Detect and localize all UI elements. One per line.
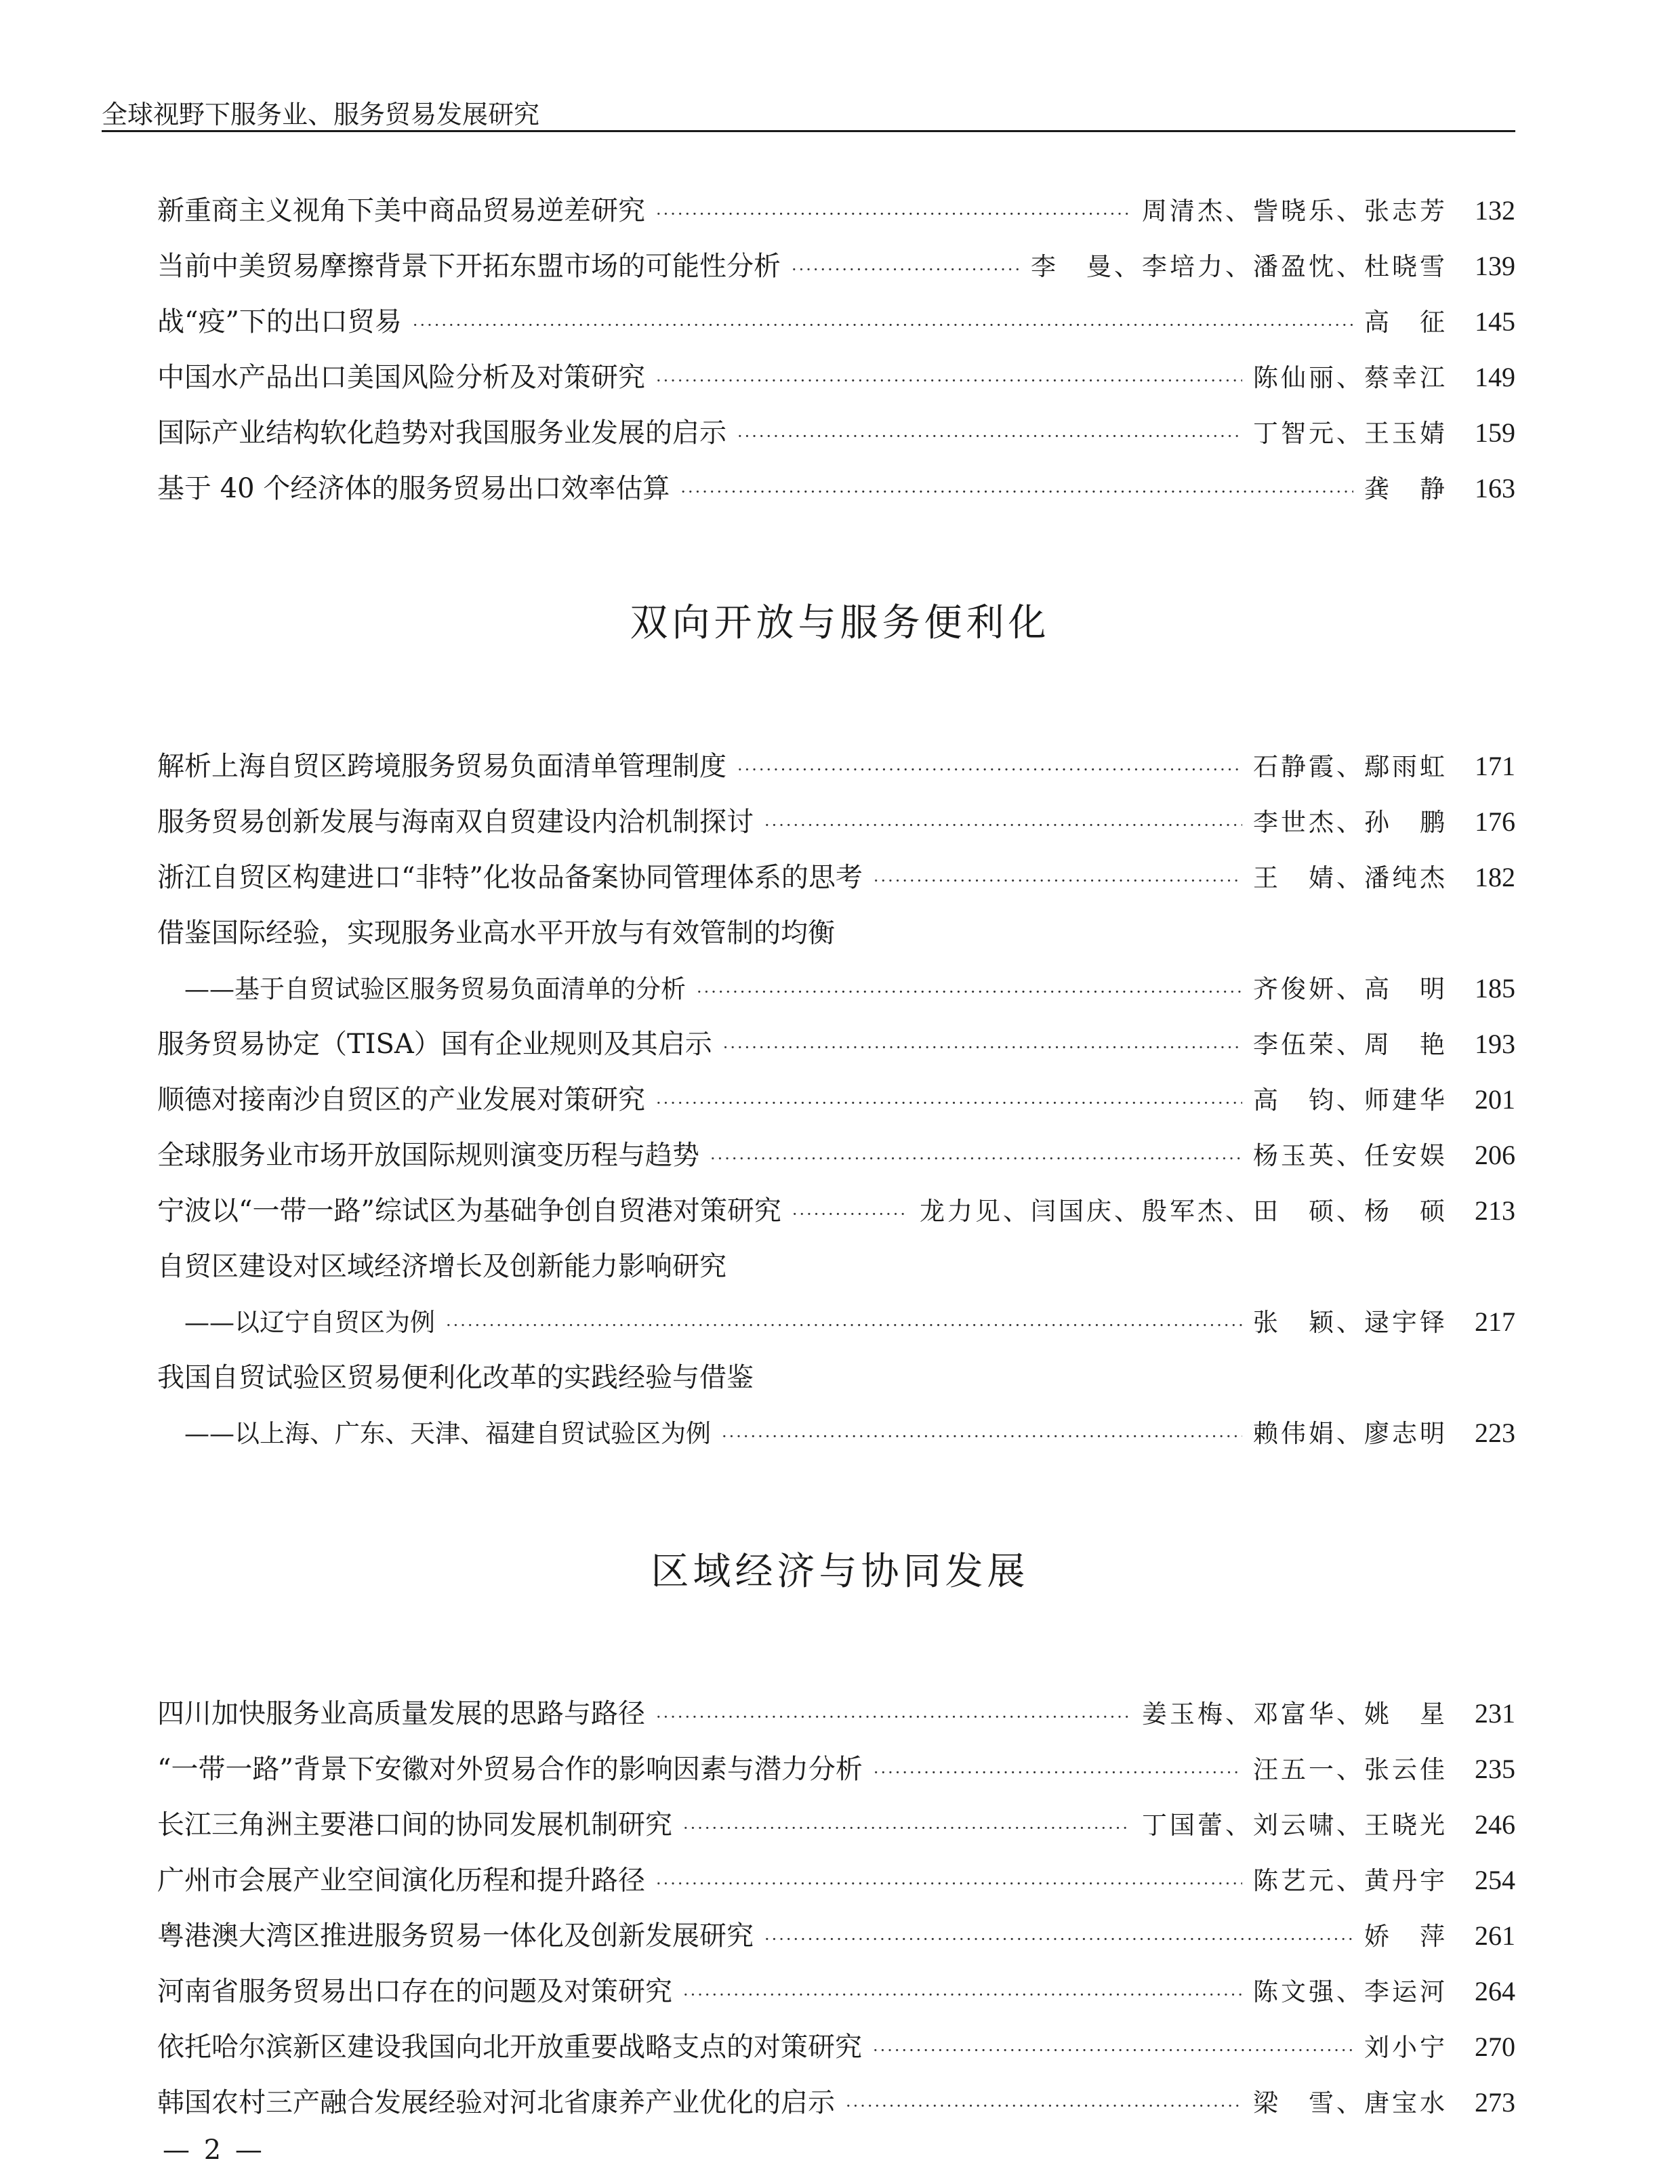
toc-entry-author: 张 颖、逯宇铎 xyxy=(1253,1308,1448,1337)
toc-entry-page: 270 xyxy=(1475,2032,1515,2062)
toc-entry-title: 顺德对接南沙自贸区的产业发展对策研究 xyxy=(157,1084,645,1115)
toc-entry-page: 149 xyxy=(1475,362,1515,392)
toc-entry-title: ——以辽宁自贸区为例 xyxy=(184,1308,435,1337)
toc-entry-page: 201 xyxy=(1475,1084,1515,1115)
toc-entry-page: 159 xyxy=(1475,417,1515,448)
toc-entry-page: 235 xyxy=(1475,1754,1515,1784)
toc-entry-page: 223 xyxy=(1475,1418,1515,1448)
toc-entry-page: 217 xyxy=(1475,1306,1515,1337)
toc-entry xyxy=(157,1908,1515,1964)
toc-entry-page: 273 xyxy=(1475,2087,1515,2118)
toc-entry-page: 261 xyxy=(1475,1920,1515,1951)
toc-subtitle-row xyxy=(157,1294,1515,1350)
toc-entry xyxy=(157,405,1515,461)
toc-entry xyxy=(157,2019,1515,2075)
toc-dot-leader xyxy=(710,1131,1242,1187)
toc-entry-title: 服务贸易协定（TISA）国有企业规则及其启示 xyxy=(157,1029,712,1060)
toc-dot-leader xyxy=(656,1075,1242,1131)
toc-dot-leader xyxy=(792,242,1020,297)
toc-entry-page: 182 xyxy=(1475,862,1515,892)
toc-entry-title: 河南省服务贸易出口存在的问题及对策研究 xyxy=(157,1976,672,2007)
toc-entry-title: 借鉴国际经验，实现服务业高水平开放与有效管制的均衡 xyxy=(157,918,835,949)
toc-entry-author: 陈仙丽、蔡幸江 xyxy=(1253,363,1448,392)
toc-dot-leader xyxy=(764,1912,1353,1967)
toc-entry xyxy=(157,1686,1515,1742)
toc-entry-author: 刘小宁 xyxy=(1364,2033,1448,2062)
toc-entry-title: 全球服务业市场开放国际规则演变历程与趋势 xyxy=(157,1140,699,1171)
toc-entry-author: 石静霞、鄢雨虹 xyxy=(1253,752,1448,781)
toc-entry-author: 李世杰、孙 鹏 xyxy=(1253,808,1448,837)
toc-dot-leader xyxy=(846,2078,1242,2134)
toc-entry-page: 231 xyxy=(1475,1698,1515,1729)
toc-entry-author: 丁智元、王玉婧 xyxy=(1253,419,1448,448)
toc-dot-leader xyxy=(737,409,1242,464)
toc-entry xyxy=(157,461,1515,516)
toc-dot-leader xyxy=(656,1856,1242,1912)
toc-entry-title: 解析上海自贸区跨境服务贸易负面清单管理制度 xyxy=(157,751,726,782)
toc-entry-page: 246 xyxy=(1475,1809,1515,1840)
toc-dot-leader xyxy=(722,1409,1242,1464)
toc-entry xyxy=(157,1016,1515,1072)
toc-entry-author: 梁 雪、唐宝水 xyxy=(1253,2088,1448,2118)
toc-dot-leader xyxy=(874,1745,1242,1800)
toc-entry xyxy=(157,239,1515,294)
toc-entry-title: 服务贸易创新发展与海南双自贸建设内洽机制探讨 xyxy=(157,806,754,838)
toc-dot-leader xyxy=(413,297,1353,353)
toc-entry-author: 娇 萍 xyxy=(1364,1922,1448,1951)
toc-entry-author: 李 曼、李培力、潘盈忱、杜晓雪 xyxy=(1031,252,1448,281)
toc-entry-author: 杨玉英、任安娱 xyxy=(1253,1141,1448,1170)
toc-subtitle-row xyxy=(157,961,1515,1016)
toc-entry-author: 齐俊妍、高 明 xyxy=(1253,974,1448,1004)
toc-entry-page: 176 xyxy=(1475,806,1515,837)
toc-dot-leader xyxy=(683,1967,1242,2023)
toc-dot-leader xyxy=(683,1800,1131,1856)
toc-entry-page: 139 xyxy=(1475,251,1515,281)
toc-entry xyxy=(157,1853,1515,1908)
toc-entry xyxy=(157,1964,1515,2019)
toc-list-section-1 xyxy=(157,739,1515,1461)
toc-entry xyxy=(157,1350,1515,1405)
toc-entry-author: 高 钧、师建华 xyxy=(1253,1086,1448,1115)
toc-entry-page: 163 xyxy=(1475,473,1515,503)
toc-dot-leader xyxy=(874,853,1242,909)
toc-dot-leader xyxy=(656,186,1131,242)
toc-dot-leader xyxy=(873,2023,1353,2078)
toc-entry-author: 汪五一、张云佳 xyxy=(1253,1755,1448,1784)
toc-entry xyxy=(157,1183,1515,1239)
toc-entry xyxy=(157,739,1515,794)
toc-entry-title: ——以上海、广东、天津、福建自贸试验区为例 xyxy=(184,1419,711,1448)
toc-entry xyxy=(157,850,1515,905)
toc-entry-title: 长江三角洲主要港口间的协同发展机制研究 xyxy=(157,1809,672,1840)
toc-entry-page: 206 xyxy=(1475,1140,1515,1170)
toc-entry-title: 宁波以“一带一路”综试区为基础争创自贸港对策研究 xyxy=(157,1195,781,1227)
toc-entry xyxy=(157,294,1515,350)
running-head: 全球视野下服务业、服务贸易发展研究 xyxy=(102,100,540,129)
toc-entry xyxy=(157,794,1515,850)
toc-entry-title: 中国水产品出口美国风险分析及对策研究 xyxy=(157,362,645,393)
toc-entry-author: 陈文强、李运河 xyxy=(1253,1977,1448,2006)
toc-dot-leader xyxy=(680,464,1353,520)
toc-entry-author: 陈艺元、黄丹宇 xyxy=(1253,1866,1448,1895)
toc-entry-author: 姜玉梅、邓富华、姚 星 xyxy=(1142,1699,1448,1729)
toc-entry-author: 王 婧、潘纯杰 xyxy=(1253,863,1448,892)
toc-entry-title: 自贸区建设对区域经济增长及创新能力影响研究 xyxy=(157,1251,726,1282)
toc-entry xyxy=(157,2075,1515,2130)
toc-entry-title: 广州市会展产业空间演化历程和提升路径 xyxy=(157,1865,645,1896)
toc-dot-leader xyxy=(656,1689,1131,1745)
toc-entry-title: 依托哈尔滨新区建设我国向北开放重要战略支点的对策研究 xyxy=(157,2032,862,2063)
toc-entry-title: 当前中美贸易摩擦背景下开拓东盟市场的可能性分析 xyxy=(157,251,781,282)
toc-entry-title: ——基于自贸试验区服务贸易负面清单的分析 xyxy=(184,974,686,1004)
toc-entry-author: 龚 静 xyxy=(1364,474,1448,503)
toc-dot-leader xyxy=(723,1020,1242,1075)
toc-entry-page: 213 xyxy=(1475,1195,1515,1226)
toc-entry-title: “一带一路”背景下安徽对外贸易合作的影响因素与潜力分析 xyxy=(157,1754,863,1785)
toc-dot-leader xyxy=(792,1187,909,1242)
toc-entry-author: 龙力见、闫国庆、殷军杰、田 硕、杨 硕 xyxy=(920,1197,1448,1226)
toc-dot-leader xyxy=(697,964,1242,1020)
toc-entry-page: 193 xyxy=(1475,1029,1515,1059)
toc-entry-page: 145 xyxy=(1475,306,1515,337)
toc-dot-leader xyxy=(446,1298,1242,1353)
toc-entry-page: 185 xyxy=(1475,973,1515,1004)
toc-entry xyxy=(157,183,1515,239)
toc-entry xyxy=(157,1742,1515,1797)
toc-entry-title: 我国自贸试验区贸易便利化改革的实践经验与借鉴 xyxy=(157,1362,754,1393)
toc-entry-page: 264 xyxy=(1475,1976,1515,2006)
toc-dot-leader xyxy=(764,798,1242,853)
toc-entry-title: 韩国农村三产融合发展经验对河北省康养产业优化的启示 xyxy=(157,2087,835,2118)
toc-entry-author: 周清杰、訾晓乐、张志芳 xyxy=(1142,197,1448,226)
toc-entry-page: 254 xyxy=(1475,1865,1515,1895)
toc-entry-page: 132 xyxy=(1475,195,1515,226)
toc-entry xyxy=(157,905,1515,961)
toc-entry xyxy=(157,1072,1515,1128)
page-number: — 2 — xyxy=(163,2135,265,2166)
toc-entry xyxy=(157,1239,1515,1294)
toc-entry-title: 浙江自贸区构建进口“非特”化妆品备案协同管理体系的思考 xyxy=(157,862,863,893)
toc-entry-author: 高 征 xyxy=(1364,308,1448,337)
toc-dot-leader xyxy=(737,742,1242,798)
section-heading-two-way-opening: 双向开放与服务便利化 xyxy=(630,601,1050,645)
toc-entry xyxy=(157,1128,1515,1183)
toc-entry-author: 赖伟娟、廖志明 xyxy=(1253,1419,1448,1448)
toc-entry-title: 国际产业结构软化趋势对我国服务业发展的启示 xyxy=(157,417,726,449)
toc-entry-title: 新重商主义视角下美中商品贸易逆差研究 xyxy=(157,195,645,226)
toc-entry-title: 粤港澳大湾区推进服务贸易一体化及创新发展研究 xyxy=(157,1920,754,1952)
toc-subtitle-row xyxy=(157,1405,1515,1461)
toc-entry-page: 171 xyxy=(1475,751,1515,781)
toc-entry-author: 丁国蕾、刘云啸、王晓光 xyxy=(1142,1811,1448,1840)
toc-entry-author: 李伍荣、周 艳 xyxy=(1253,1030,1448,1059)
toc-list-top xyxy=(157,183,1515,516)
toc-entry xyxy=(157,1797,1515,1853)
toc-entry xyxy=(157,350,1515,405)
toc-list-section-2 xyxy=(157,1686,1515,2130)
toc-entry-title: 四川加快服务业高质量发展的思路与路径 xyxy=(157,1698,645,1729)
toc-entry-title: 基于 40 个经济体的服务贸易出口效率估算 xyxy=(157,473,670,504)
header-rule xyxy=(102,130,1515,132)
toc-entry-title: 战“疫”下的出口贸易 xyxy=(157,306,402,337)
toc-dot-leader xyxy=(656,353,1242,409)
section-heading-regional-economy: 区域经济与协同发展 xyxy=(651,1550,1029,1594)
